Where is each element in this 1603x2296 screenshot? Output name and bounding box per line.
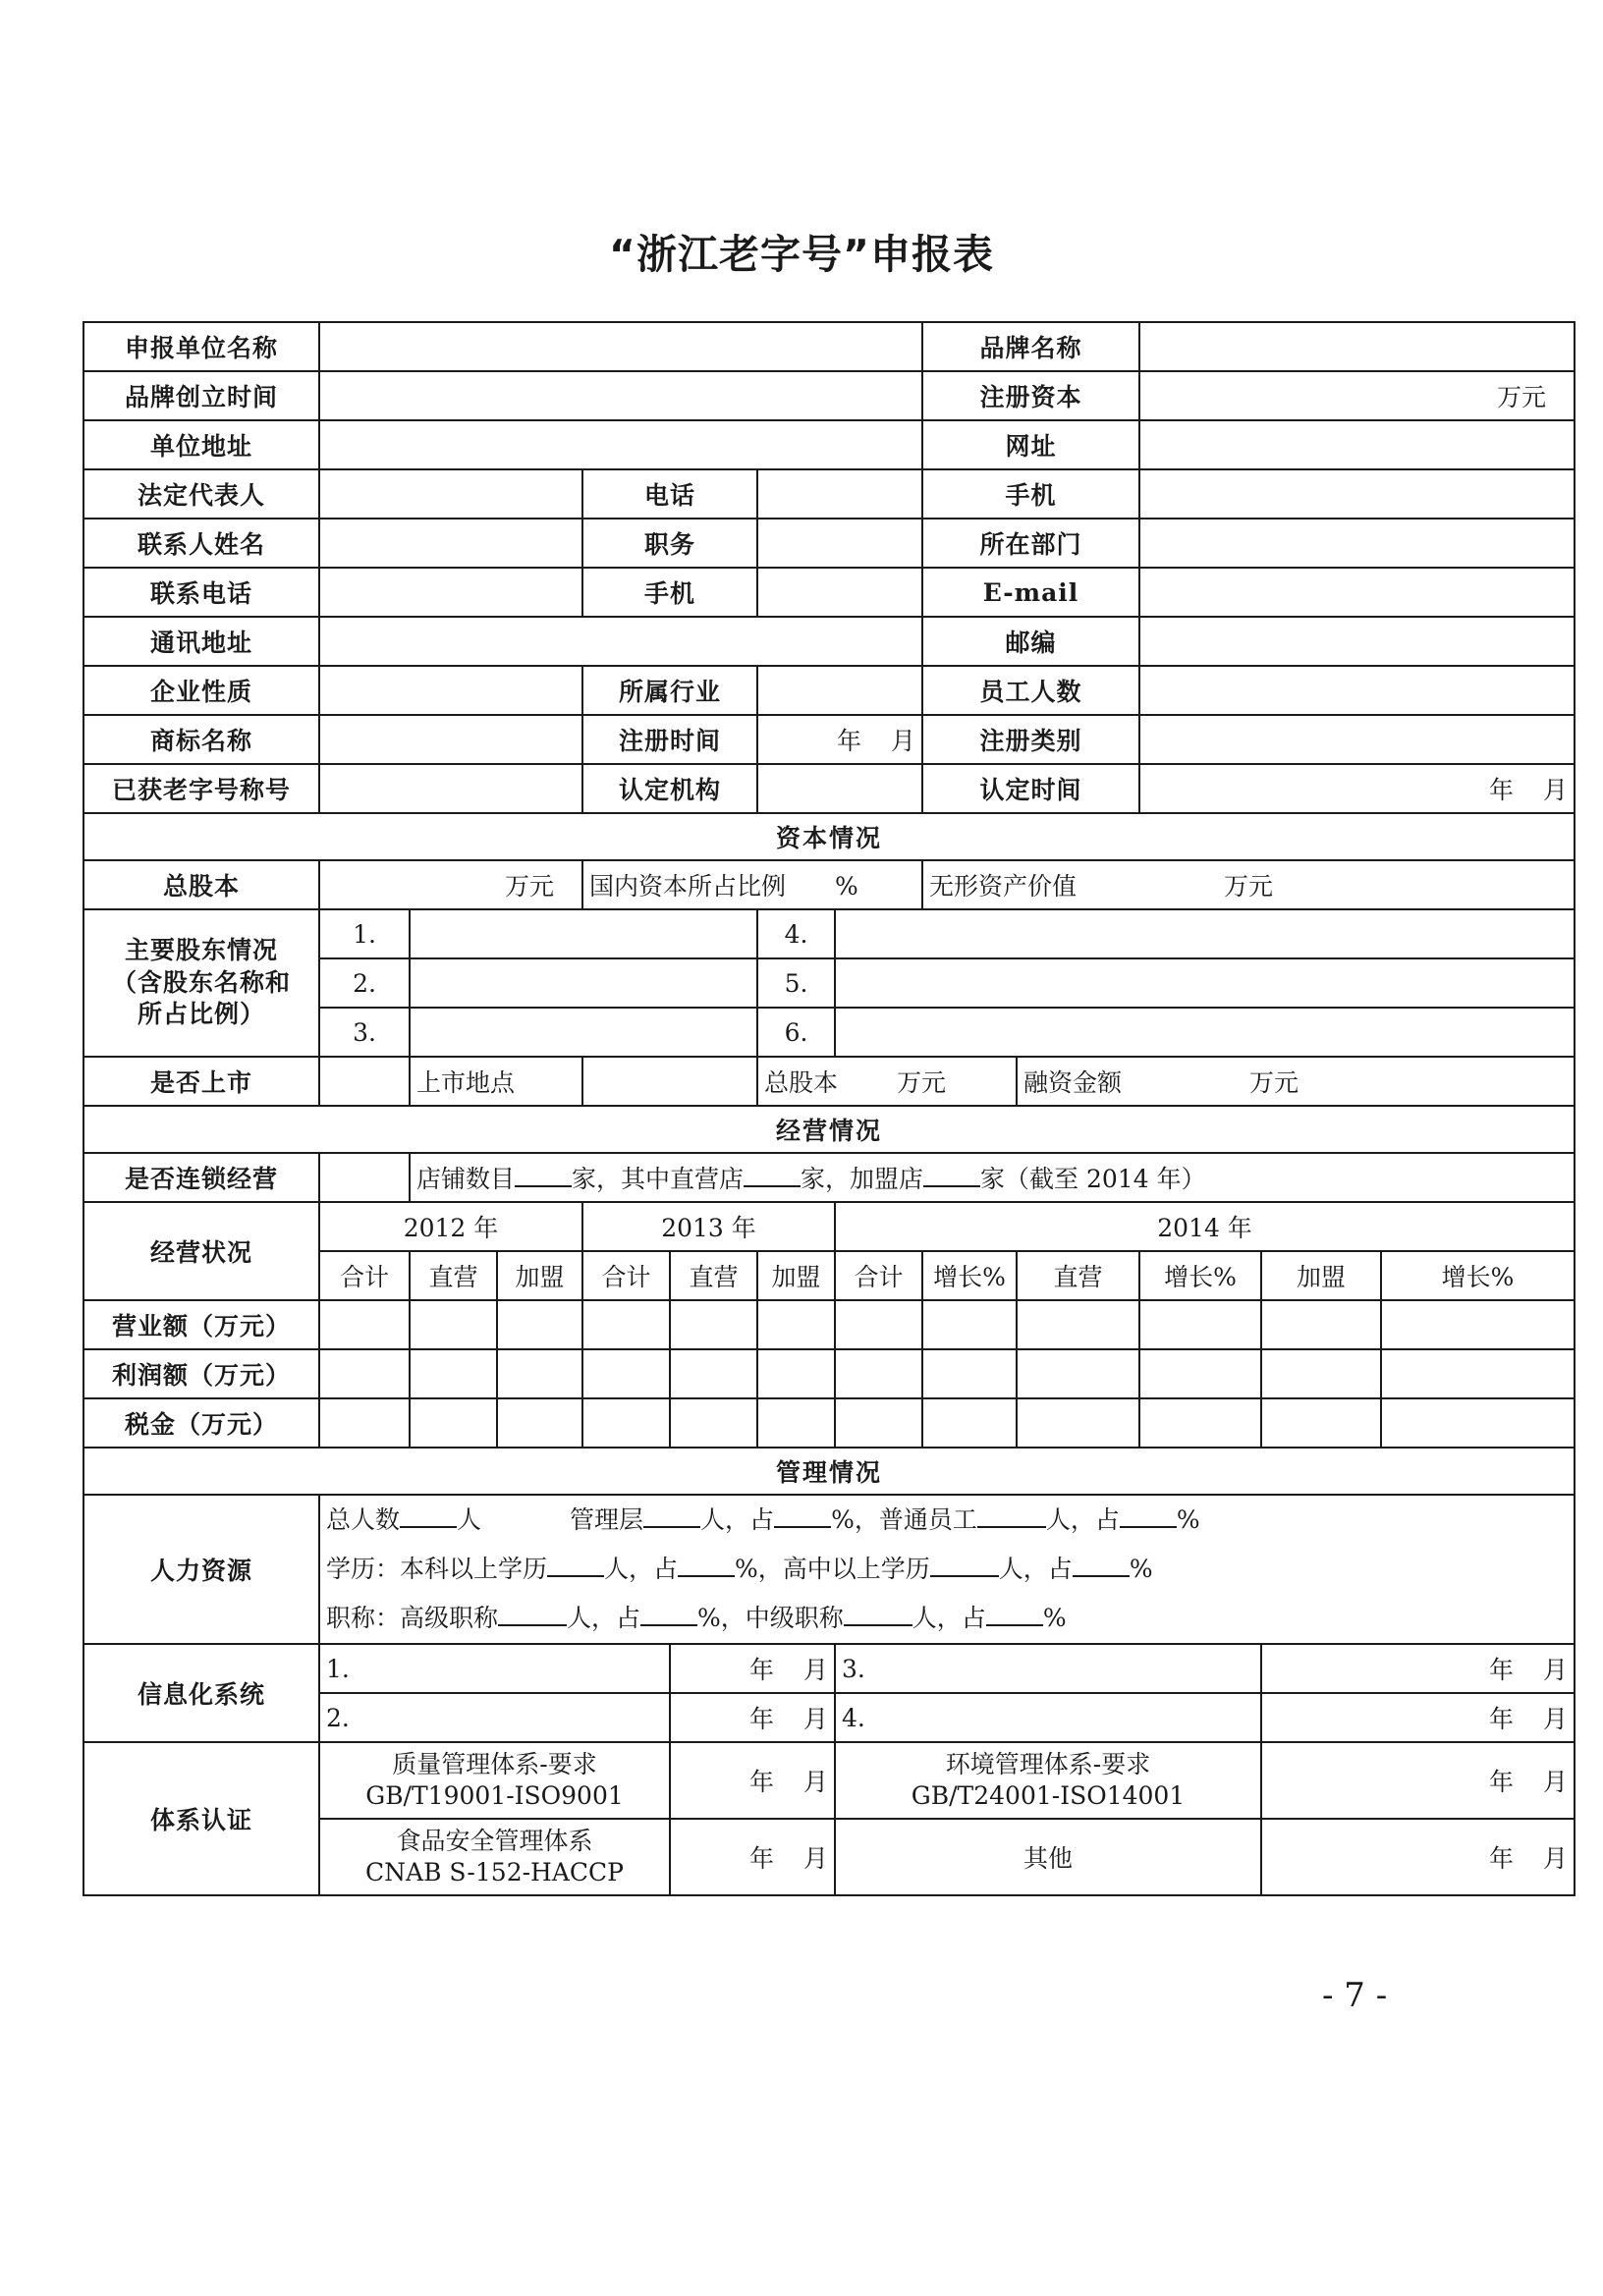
header-growth: 增长% <box>1139 1251 1261 1300</box>
cert-other: 其他 <box>835 1819 1261 1895</box>
section-management <box>83 1448 1575 1495</box>
shareholder-number: 4. <box>757 909 835 958</box>
row-address <box>83 420 1575 469</box>
label-intangible: 无形资产价值 <box>929 872 1078 901</box>
cell[interactable] <box>497 1398 582 1448</box>
field-shareholder-6[interactable] <box>835 1008 1575 1057</box>
it-date-4[interactable]: 年 月 <box>1261 1693 1575 1742</box>
cell[interactable] <box>1261 1349 1381 1398</box>
field-email[interactable] <box>1139 568 1575 617</box>
field-phone[interactable] <box>757 469 922 519</box>
header-2013: 2013 年 <box>582 1202 835 1251</box>
field-shareholder-1[interactable] <box>410 909 757 958</box>
header-franchise: 加盟 <box>757 1251 835 1300</box>
field-brand-name[interactable] <box>1139 322 1575 371</box>
row-it-1 <box>83 1644 1575 1693</box>
label-brand-founded: 品牌创立时间 <box>83 371 319 420</box>
label-status: 经营状况 <box>83 1202 319 1300</box>
blank-line[interactable] <box>923 1164 980 1187</box>
header-total: 合计 <box>835 1251 922 1300</box>
field-contact-phone[interactable] <box>319 568 582 617</box>
label-contact-name: 联系人姓名 <box>83 519 319 568</box>
cell[interactable] <box>582 1349 670 1398</box>
row-legal-rep <box>83 469 1575 519</box>
month-label: 月 <box>1543 776 1569 804</box>
label-it: 信息化系统 <box>83 1644 319 1742</box>
cell[interactable] <box>835 1398 922 1448</box>
row-chain <box>83 1153 1575 1202</box>
shareholder-number: 6. <box>757 1008 835 1057</box>
field-cert-org[interactable] <box>757 764 922 813</box>
label-mail-address: 通讯地址 <box>83 617 319 666</box>
label-domestic-ratio: 国内资本所占比例 <box>589 872 787 901</box>
cell[interactable] <box>835 1300 922 1349</box>
it-item-2[interactable]: 2. <box>319 1693 670 1742</box>
field-enterprise-type[interactable] <box>319 666 582 715</box>
label-trademark: 商标名称 <box>83 715 319 764</box>
it-date-3[interactable]: 年 月 <box>1261 1644 1575 1693</box>
field-mobile[interactable] <box>1139 469 1575 519</box>
percent-sign: % <box>835 872 858 901</box>
cell[interactable] <box>319 1398 410 1448</box>
field-registered-capital[interactable] <box>1139 371 1575 420</box>
cell[interactable] <box>670 1349 757 1398</box>
field-shareholder-5[interactable] <box>835 958 1575 1008</box>
hr-line-3: 职称：高级职称 人，占 %，中级职称 人，占 % <box>326 1604 1067 1632</box>
cell[interactable] <box>1017 1349 1139 1398</box>
chain-text: 店铺数目 <box>416 1165 516 1193</box>
cell[interactable] <box>1139 1398 1261 1448</box>
chain-text: 家，加盟店 <box>801 1165 924 1193</box>
unit-wan-yuan: 万元 <box>1497 383 1547 411</box>
chain-text: 家，其中直营店 <box>572 1165 745 1193</box>
header-direct: 直营 <box>410 1251 497 1300</box>
section-title-capital: 资本情况 <box>83 813 1575 860</box>
label-cert: 体系认证 <box>83 1742 319 1895</box>
section-title-operation: 经营情况 <box>83 1106 1575 1153</box>
field-reg-time[interactable] <box>757 715 922 764</box>
cell[interactable] <box>670 1300 757 1349</box>
field-contact-mobile[interactable] <box>757 568 922 617</box>
shareholder-number: 5. <box>757 958 835 1008</box>
field-contact-name[interactable] <box>319 519 582 568</box>
year-label: 年 <box>836 727 861 755</box>
cell[interactable] <box>319 1349 410 1398</box>
row-profit <box>83 1349 1575 1398</box>
label-employees: 员工人数 <box>922 666 1139 715</box>
shareholder-number: 3. <box>319 1008 410 1057</box>
header-2014: 2014 年 <box>835 1202 1575 1251</box>
row-mail-address <box>83 617 1575 666</box>
field-department[interactable] <box>1139 519 1575 568</box>
cell[interactable] <box>497 1349 582 1398</box>
cell[interactable] <box>410 1398 497 1448</box>
field-employees[interactable] <box>1139 666 1575 715</box>
field-listing-place[interactable] <box>582 1057 757 1106</box>
section-operation <box>83 1106 1575 1153</box>
cell[interactable] <box>1381 1398 1575 1448</box>
header-franchise: 加盟 <box>1261 1251 1381 1300</box>
field-title-obtained[interactable] <box>319 764 582 813</box>
cell[interactable] <box>757 1398 835 1448</box>
cell[interactable] <box>1261 1398 1381 1448</box>
unit-wan-yuan: 万元 <box>1249 1068 1299 1097</box>
row-unit-name <box>83 322 1575 371</box>
it-item-3[interactable]: 3. <box>835 1644 1261 1693</box>
label-hr: 人力资源 <box>83 1495 319 1644</box>
label-chain: 是否连锁经营 <box>83 1153 319 1202</box>
field-total-equity-2[interactable] <box>757 1057 1017 1106</box>
row-contact-phone <box>83 568 1575 617</box>
field-domestic-ratio[interactable] <box>582 860 922 909</box>
page-number: - 7 - <box>1322 1976 1388 2015</box>
cert-food: 食品安全管理体系 CNAB S-152-HACCP <box>319 1819 670 1895</box>
label-unit-name: 申报单位名称 <box>83 322 319 371</box>
label-address: 单位地址 <box>83 420 319 469</box>
field-listed[interactable] <box>319 1057 410 1106</box>
header-total: 合计 <box>319 1251 410 1300</box>
label-postcode: 邮编 <box>922 617 1139 666</box>
field-total-equity[interactable] <box>319 860 582 909</box>
header-growth: 增长% <box>922 1251 1017 1300</box>
unit-wan-yuan: 万元 <box>897 1068 947 1097</box>
row-title-obtained <box>83 764 1575 813</box>
label-shareholders: 主要股东情况 （含股东名称和 所占比例） <box>83 909 319 1057</box>
blank-line[interactable] <box>515 1164 572 1187</box>
field-chain-details[interactable] <box>410 1153 1575 1202</box>
field-trademark[interactable] <box>319 715 582 764</box>
header-total: 合计 <box>582 1251 670 1300</box>
label-legal-rep: 法定代表人 <box>83 469 319 519</box>
field-legal-rep[interactable] <box>319 469 582 519</box>
label-enterprise-type: 企业性质 <box>83 666 319 715</box>
label-phone: 电话 <box>582 469 757 519</box>
field-hr[interactable] <box>319 1495 1575 1644</box>
it-date-1[interactable]: 年 月 <box>670 1644 835 1693</box>
row-hr <box>83 1495 1575 1644</box>
row-total-equity <box>83 860 1575 909</box>
cell[interactable] <box>757 1300 835 1349</box>
label-industry: 所属行业 <box>582 666 757 715</box>
row-cert-1 <box>83 1742 1575 1819</box>
header-2012: 2012 年 <box>319 1202 582 1251</box>
cert-qms-date[interactable]: 年 月 <box>670 1742 835 1819</box>
cell[interactable] <box>582 1398 670 1448</box>
cell[interactable] <box>922 1349 1017 1398</box>
field-cert-time[interactable] <box>1139 764 1575 813</box>
header-direct: 直营 <box>670 1251 757 1300</box>
label-contact-mobile: 手机 <box>582 568 757 617</box>
field-unit-name[interactable] <box>319 322 922 371</box>
label-cert-org: 认定机构 <box>582 764 757 813</box>
header-direct: 直营 <box>1017 1251 1139 1300</box>
label-website: 网址 <box>922 420 1139 469</box>
label-brand-name: 品牌名称 <box>922 322 1139 371</box>
month-label: 月 <box>890 727 915 755</box>
cell[interactable] <box>1139 1349 1261 1398</box>
row-revenue <box>83 1300 1575 1349</box>
row-brand-founded <box>83 371 1575 420</box>
row-listed <box>83 1057 1575 1106</box>
header-growth: 增长% <box>1381 1251 1575 1300</box>
label-total-equity-2: 总股本 <box>764 1068 839 1097</box>
year-label: 年 <box>1489 776 1515 804</box>
cell[interactable] <box>1381 1349 1575 1398</box>
shareholder-number: 1. <box>319 909 410 958</box>
label-financing: 融资金额 <box>1023 1068 1123 1097</box>
label-email: E-mail <box>922 568 1139 617</box>
field-shareholder-4[interactable] <box>835 909 1575 958</box>
cell[interactable] <box>835 1349 922 1398</box>
form-title: “浙江老字号”申报表 <box>609 231 994 278</box>
chain-text: 家（截至 2014 年） <box>980 1165 1206 1193</box>
hr-line-1: 总人数 人 管理层 人，占 %，普通员工 人，占 % <box>326 1505 1200 1534</box>
cell[interactable] <box>670 1398 757 1448</box>
field-shareholder-2[interactable] <box>410 958 757 1008</box>
cert-ems: 环境管理体系-要求 GB/T24001-ISO14001 <box>835 1742 1261 1819</box>
application-form-table <box>83 321 1575 1896</box>
row-status-years <box>83 1202 1575 1251</box>
cell[interactable] <box>1017 1398 1139 1448</box>
field-website[interactable] <box>1139 420 1575 469</box>
field-reg-category[interactable] <box>1139 715 1575 764</box>
header-franchise: 加盟 <box>497 1251 582 1300</box>
blank-line[interactable] <box>744 1164 801 1187</box>
row-shareholders-1 <box>83 909 1575 958</box>
row-trademark <box>83 715 1575 764</box>
cell[interactable] <box>410 1300 497 1349</box>
row-contact-name <box>83 519 1575 568</box>
cert-other-date[interactable]: 年 月 <box>1261 1819 1575 1895</box>
hr-line-2: 学历：本科以上学历 人，占 %，高中以上学历 人，占 % <box>326 1555 1153 1583</box>
label-tax: 税金（万元） <box>83 1398 319 1448</box>
cell[interactable] <box>319 1300 410 1349</box>
cell[interactable] <box>1139 1300 1261 1349</box>
field-industry[interactable] <box>757 666 922 715</box>
cert-food-date[interactable]: 年 月 <box>670 1819 835 1895</box>
cert-qms: 质量管理体系-要求 GB/T19001-ISO9001 <box>319 1742 670 1819</box>
field-brand-founded[interactable] <box>319 371 922 420</box>
unit-wan-yuan: 万元 <box>504 872 554 901</box>
label-title-obtained: 已获老字号称号 <box>83 764 319 813</box>
label-total-equity: 总股本 <box>83 860 319 909</box>
it-item-4[interactable]: 4. <box>835 1693 1261 1742</box>
field-financing[interactable] <box>1017 1057 1575 1106</box>
label-reg-time: 注册时间 <box>582 715 757 764</box>
cert-ems-date[interactable]: 年 月 <box>1261 1742 1575 1819</box>
label-contact-phone: 联系电话 <box>83 568 319 617</box>
label-position: 职务 <box>582 519 757 568</box>
field-postcode[interactable] <box>1139 617 1575 666</box>
field-mail-address[interactable] <box>319 617 922 666</box>
unit-wan-yuan: 万元 <box>1224 872 1274 901</box>
label-registered-capital: 注册资本 <box>922 371 1139 420</box>
section-title-management: 管理情况 <box>83 1448 1575 1495</box>
cell[interactable] <box>1017 1300 1139 1349</box>
label-profit: 利润额（万元） <box>83 1349 319 1398</box>
label-department: 所在部门 <box>922 519 1139 568</box>
cell[interactable] <box>1381 1300 1575 1349</box>
cell[interactable] <box>582 1300 670 1349</box>
field-address[interactable] <box>319 420 922 469</box>
field-intangible[interactable] <box>922 860 1575 909</box>
cell[interactable] <box>922 1398 1017 1448</box>
it-item-1[interactable]: 1. <box>319 1644 670 1693</box>
cell[interactable] <box>757 1349 835 1398</box>
row-tax <box>83 1398 1575 1448</box>
cell[interactable] <box>1261 1300 1381 1349</box>
label-revenue: 营业额（万元） <box>83 1300 319 1349</box>
label-cert-time: 认定时间 <box>922 764 1139 813</box>
cell[interactable] <box>497 1300 582 1349</box>
row-enterprise-type <box>83 666 1575 715</box>
shareholder-number: 2. <box>319 958 410 1008</box>
cell[interactable] <box>410 1349 497 1398</box>
cell[interactable] <box>922 1300 1017 1349</box>
it-date-2[interactable]: 年 月 <box>670 1693 835 1742</box>
field-shareholder-3[interactable] <box>410 1008 757 1057</box>
section-capital <box>83 813 1575 860</box>
field-chain[interactable] <box>319 1153 410 1202</box>
label-listing-place: 上市地点 <box>410 1057 582 1106</box>
label-mobile: 手机 <box>922 469 1139 519</box>
field-position[interactable] <box>757 519 922 568</box>
label-reg-category: 注册类别 <box>922 715 1139 764</box>
label-listed: 是否上市 <box>83 1057 319 1106</box>
